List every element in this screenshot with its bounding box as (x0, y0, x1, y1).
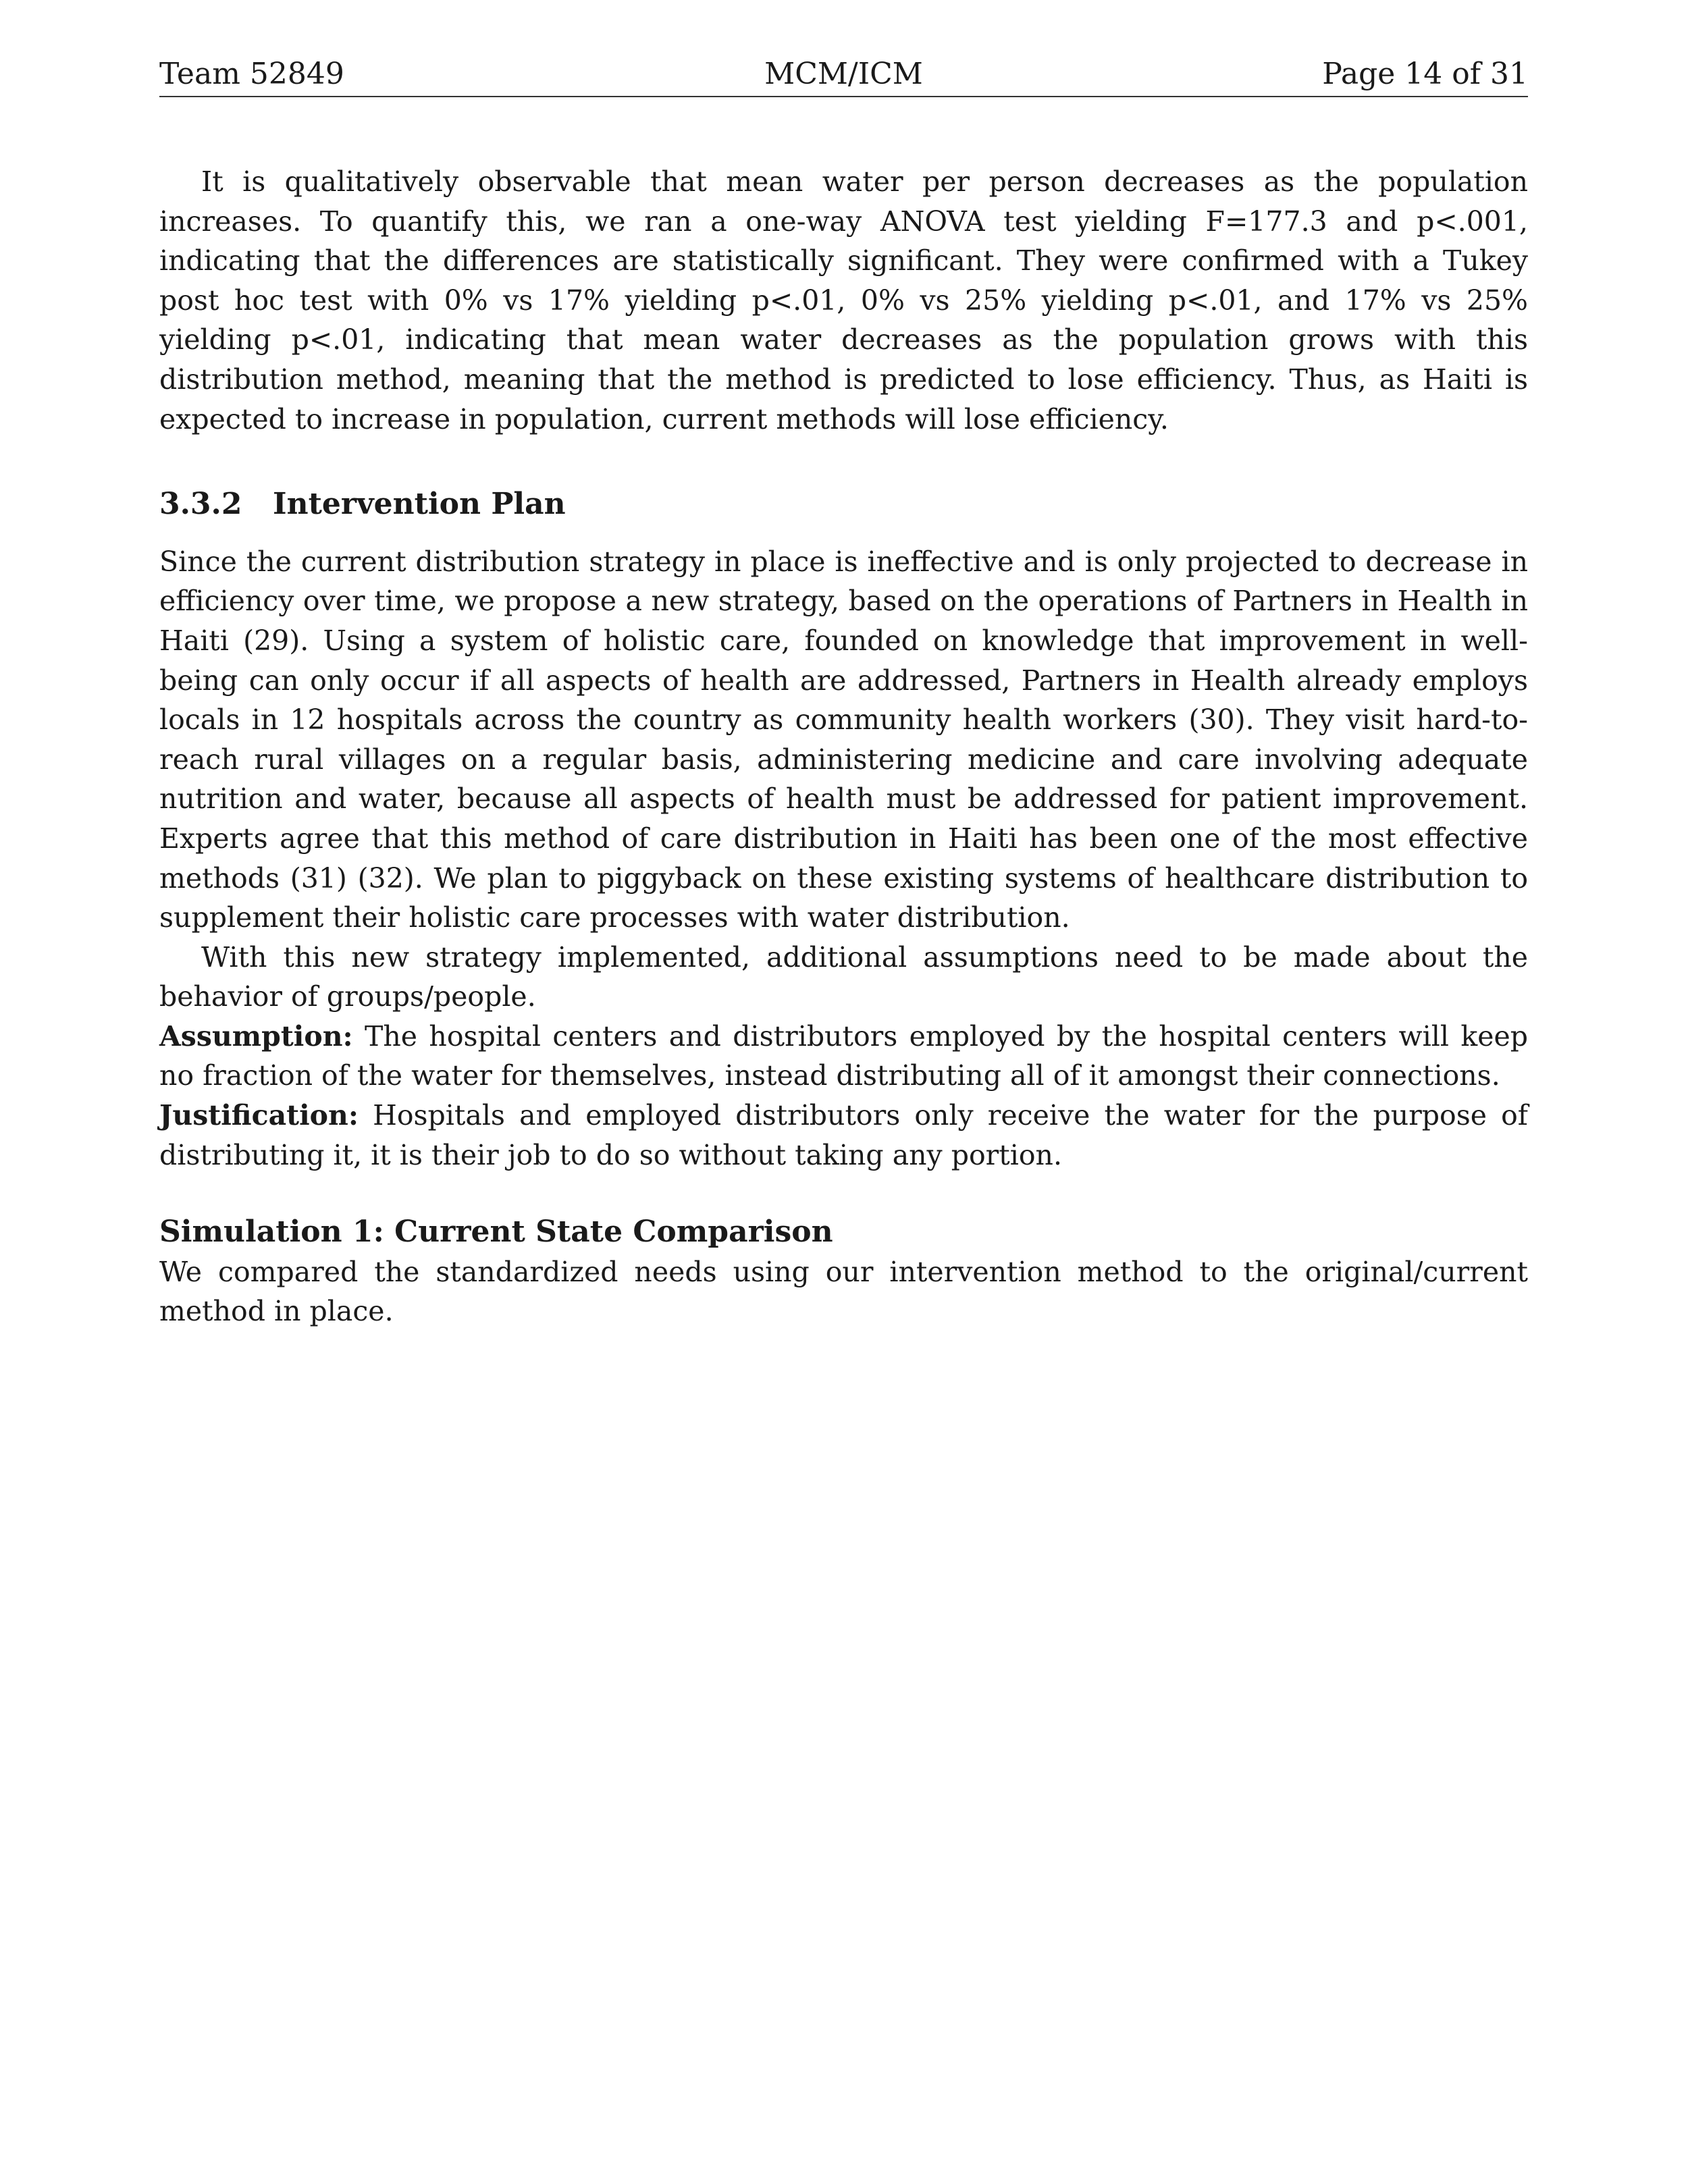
simulation-heading: Simulation 1: Current State Comparison (159, 1215, 833, 1250)
section-title: Intervention Plan (273, 487, 566, 522)
justification-paragraph (159, 1096, 1528, 1175)
simulation-paragraph: We compared the standardized needs using our intervention method to the original/current method in place. (159, 1255, 1528, 1328)
page-body (159, 162, 1528, 1331)
assumption-text: The hospital centers and distributors employed by the hospital centers will keep no fraction of the water for themselves, instead distributing all of it amongst their connections. (159, 1019, 1528, 1092)
section-number: 3.3.2 (159, 487, 242, 522)
justification-text: Hospitals and employed distributors only receive the water for the purpose of distributing it, it is their job to do so without taking any portion. (159, 1099, 1528, 1171)
anova-paragraph: It is qualitatively observable that mean water per person decreases as the population increases. To quantify this, we ran a one-way ANOVA test yielding F=177.3 and p<.001, indicating that the differences are statistically significant. They were confirmed with a Tukey post hoc test with 0% vs 17% yielding p<.01, 0% vs 25% yielding p<.01, and 17% vs 25% yielding p<.01, indicating that mean water decreases as the population grows with this distribution method, meaning that the method is predicted to lose efficiency. Thus, as Haiti is expected to increase in population, current methods will lose efficiency. (159, 165, 1528, 435)
section-heading (159, 485, 1528, 525)
header-team: Team 52849 (159, 57, 344, 91)
intervention-intro-paragraph: Since the current distribution strategy in place is ineffective and is only projected to decrease in efficiency over time, we propose a new strategy, based on the operations of Partners in Health in Haiti (29). Using a system of holistic care, founded on knowledge that improvement in well-being can only occur if all aspects of health are addressed, Partners in Health already employs locals in 12 hospitals across the country as community health workers (30). They visit hard-to-reach rural villages on a regular basis, administering medicine and care involving adequate nutrition and water, because all aspects of health must be addressed for patient improvement. Experts agree that this method of care distribution in Haiti has been one of the most effective methods (31) (32). We plan to piggyback on these existing systems of healthcare distribution to supplement their holistic care processes with water distribution. (159, 545, 1528, 934)
assumption-paragraph (159, 1017, 1528, 1096)
followup-paragraph: With this new strategy implemented, additional assumptions need to be made about the behavior of groups/people. (159, 940, 1528, 1013)
header-contest: MCM/ICM (764, 57, 923, 91)
page-header (159, 53, 1528, 97)
assumption-label: Assumption: (159, 1019, 353, 1053)
justification-label: Justification: (159, 1099, 359, 1132)
header-page-number: Page 14 of 31 (1322, 57, 1528, 91)
